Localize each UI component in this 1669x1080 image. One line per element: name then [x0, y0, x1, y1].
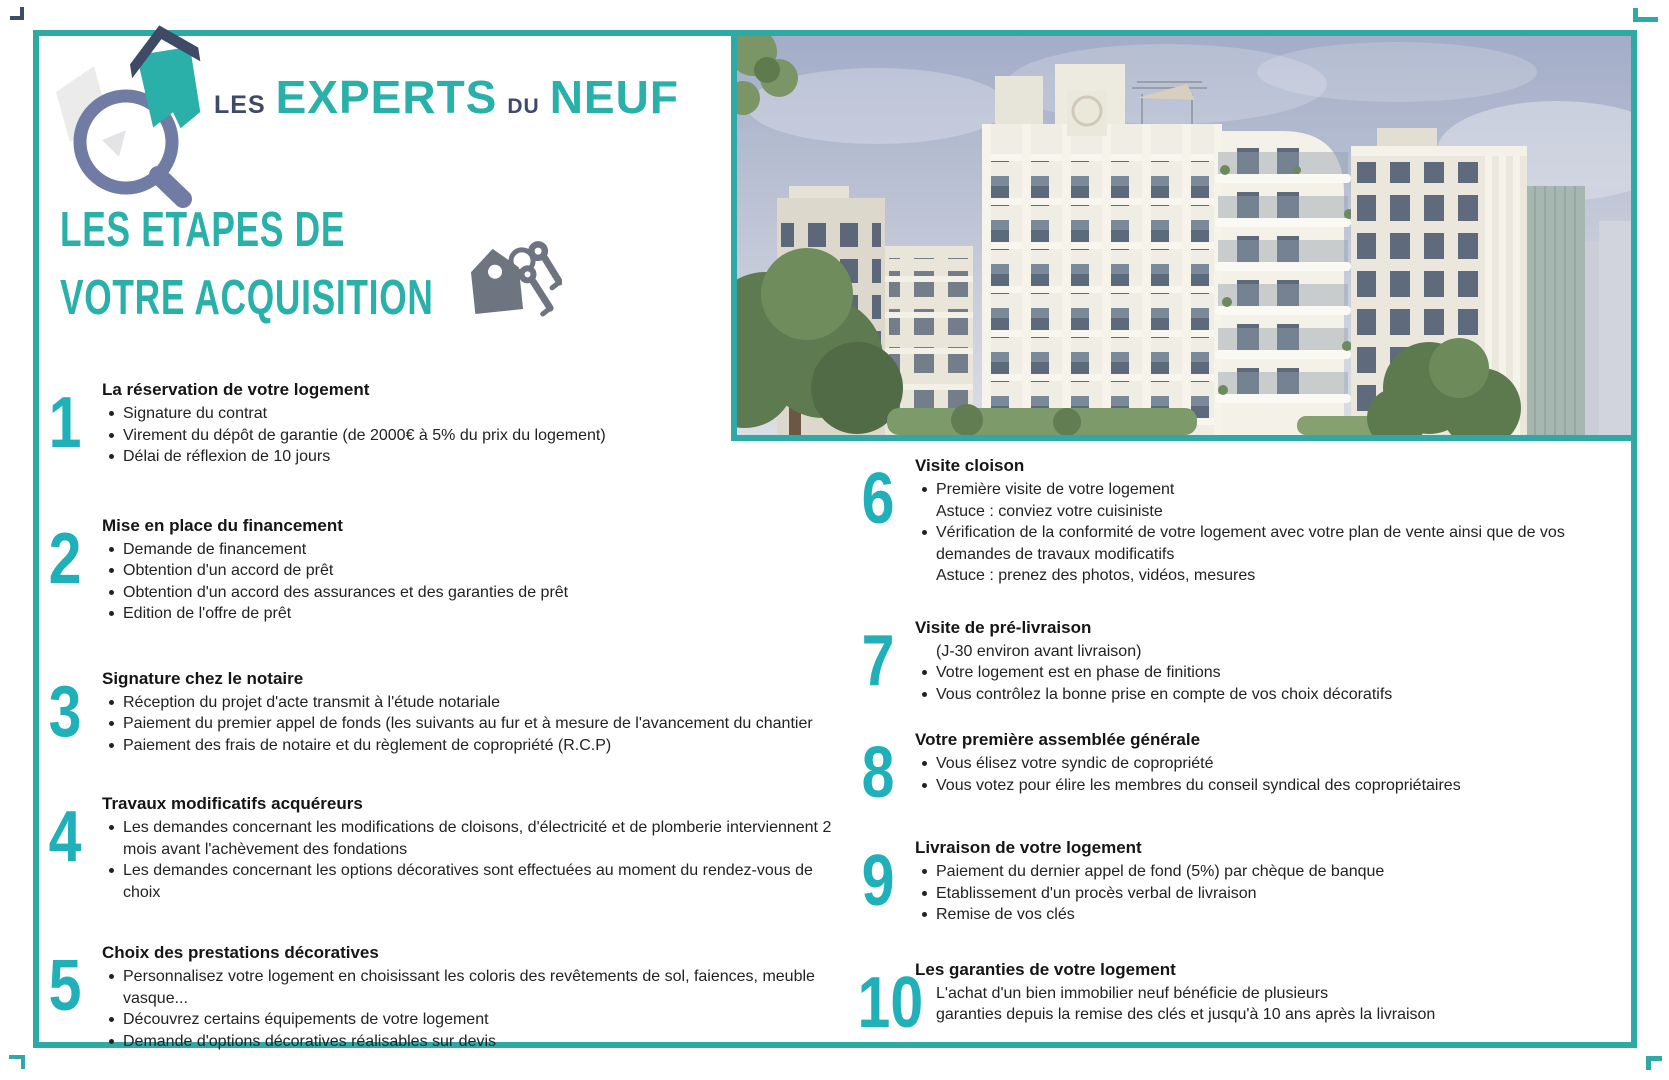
- step-body: [915, 455, 1605, 587]
- step-bullet-item: Demande de financement: [102, 539, 847, 561]
- step-bullet-item: Vérification de la conformité de votre logement avec votre plan de vente ainsi que de vos demandes de travaux modificatifs: [915, 522, 1605, 565]
- step-title: Visite de pré-livraison: [915, 617, 1092, 637]
- step-title: Mise en place du financement: [102, 515, 343, 535]
- step-bullet-item: Délai de réflexion de 10 jours: [102, 446, 847, 468]
- acquisition-step: [853, 959, 1643, 1043]
- steps-right-column: [853, 455, 1643, 1043]
- step-number: 3: [48, 671, 82, 752]
- acquisition-step: [40, 942, 860, 1052]
- step-bullet-item: Obtention d'un accord des assurances et des garanties de prêt: [102, 582, 847, 604]
- logo-word-les: LES: [214, 91, 266, 119]
- logo-word-du: DU: [507, 95, 540, 118]
- step-bullet-item: Signature du contrat: [102, 403, 847, 425]
- step-items: [102, 539, 847, 625]
- acquisition-step: [40, 379, 860, 468]
- step-title: Choix des prestations décoratives: [102, 943, 379, 962]
- step-number: 5: [48, 946, 82, 1026]
- step-bullet-item: Paiement des frais de notaire et du règlement de copropriété (R.C.P): [102, 735, 847, 757]
- step-items: [915, 983, 1605, 1026]
- step-items: [102, 966, 847, 1052]
- corner-mark-top-right: [1633, 8, 1658, 22]
- step-note-line: garanties depuis la remise des clés et jusqu'à 10 ans après la livraison: [936, 1006, 1436, 1023]
- corner-mark-bottom-right: [1646, 1056, 1662, 1070]
- step-bullet-item: Vous élisez votre syndic de copropriété: [915, 753, 1605, 775]
- step-body: [915, 837, 1605, 926]
- step-bullet-item: Paiement du dernier appel de fond (5%) par chèque de banque: [915, 861, 1605, 883]
- step-bullet-item: Les demandes concernant les modifications de cloisons, d'électricité et de plomberie interviennent 2 mois avant l'achèvement des fondations: [102, 817, 847, 860]
- page-title-line2: VOTRE ACQUISITION: [60, 271, 434, 325]
- acquisition-step: [853, 617, 1643, 706]
- step-bullet-item: Demande d'options décoratives réalisables sur devis: [102, 1031, 847, 1053]
- step-items: [102, 817, 847, 903]
- step-number: 1: [48, 383, 82, 463]
- step-title: Livraison de votre logement: [915, 838, 1142, 857]
- page-title-line1: LES ETAPES DE: [60, 203, 346, 257]
- step-body: [102, 379, 847, 468]
- step-title: Travaux modificatifs acquéreurs: [102, 794, 363, 813]
- step-title: Votre première assemblée générale: [915, 730, 1201, 749]
- step-number: 4: [48, 797, 82, 877]
- step-bullet-item: Votre logement est en phase de finitions: [915, 662, 1605, 684]
- step-body: [102, 793, 847, 903]
- step-number: 2: [48, 518, 82, 599]
- step-items: [102, 692, 847, 757]
- step-items: [102, 403, 847, 468]
- step-body: [915, 959, 1605, 1026]
- step-items: [915, 753, 1605, 796]
- step-number: 10: [857, 962, 924, 1043]
- corner-mark-bottom-left: [9, 1055, 25, 1069]
- step-title: Visite cloison: [915, 456, 1025, 475]
- step-body: [102, 515, 847, 625]
- steps-left-column: [40, 379, 860, 1052]
- step-bullet-item: Etablissement d'un procès verbal de livraison: [915, 883, 1605, 905]
- step-title: Signature chez le notaire: [102, 668, 304, 688]
- acquisition-step: [853, 729, 1643, 813]
- step-bullet-item: Vous votez pour élire les membres du conseil syndical des copropriétaires: [915, 775, 1605, 797]
- step-note-line: (J-30 environ avant livraison): [936, 642, 1142, 660]
- corner-mark-top-left: [10, 7, 24, 20]
- step-bullet-item: Paiement du premier appel de fonds (les suivants au fur et à mesure de l'avancement du chantier: [102, 713, 847, 735]
- step-bullet-item: Virement du dépôt de garantie (de 2000€ à 5% du prix du logement): [102, 425, 847, 447]
- acquisition-step: [40, 515, 860, 625]
- step-bullet-item: Remise de vos clés: [915, 904, 1605, 926]
- step-bullet-item: Découvrez certains équipements de votre logement: [102, 1009, 847, 1031]
- acquisition-step: [853, 455, 1643, 587]
- house-keys-icon: [462, 226, 562, 334]
- logo-wordmark: [214, 70, 679, 124]
- logo-word-neuf: NEUF: [549, 71, 679, 123]
- step-body: [102, 668, 847, 757]
- step-body: [102, 942, 847, 1052]
- step-body: [915, 617, 1605, 706]
- step-items: [915, 861, 1605, 926]
- step-bullet-item: Vous contrôlez la bonne prise en compte de vos choix décoratifs: [915, 684, 1605, 706]
- new-building-photo: [731, 30, 1637, 441]
- step-items: [915, 479, 1605, 587]
- step-number: 7: [861, 620, 895, 701]
- step-number: 8: [861, 733, 895, 813]
- acquisition-step: [40, 668, 860, 757]
- step-bullet-item: Obtention d'un accord de prêt: [102, 560, 847, 582]
- step-number: 6: [861, 459, 895, 539]
- step-items: [915, 641, 1605, 706]
- house-magnifier-icon: [44, 0, 224, 208]
- step-bullet-item: Les demandes concernant les options décoratives sont effectuées au moment du rendez-vous de choix: [102, 860, 847, 903]
- step-title: La réservation de votre logement: [102, 380, 370, 399]
- step-note-line: L'achat d'un bien immobilier neuf bénéficie de plusieurs: [936, 984, 1329, 1002]
- step-title: Les garanties de votre logement: [915, 959, 1176, 979]
- step-bullet-item: Réception du projet d'acte transmit à l'étude notariale: [102, 692, 847, 714]
- step-bullet-item: Personnalisez votre logement en choisissant les coloris des revêtements de sol, faiences, meuble vasque...: [102, 966, 847, 1009]
- acquisition-step: [853, 837, 1643, 926]
- step-number: 9: [861, 841, 895, 921]
- step-bullet-item: Première visite de votre logement: [915, 479, 1605, 501]
- page-title: [60, 196, 434, 332]
- acquisition-step: [40, 793, 860, 903]
- step-body: [915, 729, 1605, 796]
- step-bullet-item: Edition de l'offre de prêt: [102, 603, 847, 625]
- logo-word-experts: EXPERTS: [275, 71, 498, 123]
- step-note-line: Astuce : conviez votre cuisiniste: [936, 502, 1163, 520]
- step-note-line: Astuce : prenez des photos, vidéos, mesures: [936, 567, 1256, 584]
